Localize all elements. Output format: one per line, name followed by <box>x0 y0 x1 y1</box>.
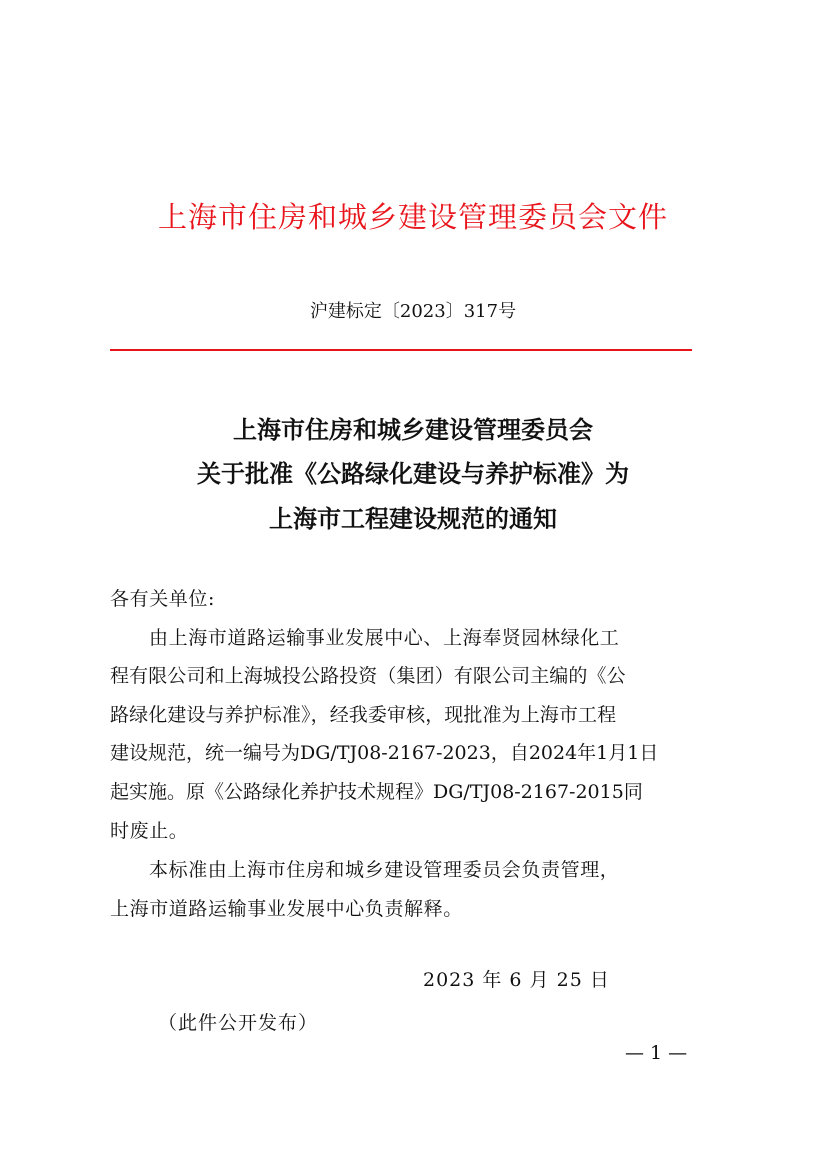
body-line: 建设规范，统一编号为DG/TJ08-2167-2023，自2024年1月1日 <box>110 742 659 764</box>
document-title-line-3: 上海市工程建设规范的通知 <box>269 504 557 533</box>
salutation: 各有关单位: <box>110 588 216 610</box>
body-line: 上海市道路运输事业发展中心负责解释。 <box>110 898 463 920</box>
body-line: 时废止。 <box>110 820 189 842</box>
body-line: 本标准由上海市住房和城乡建设管理委员会负责管理， <box>149 859 620 881</box>
page-number: — 1 — <box>625 1042 688 1064</box>
document-title-line-1: 上海市住房和城乡建设管理委员会 <box>233 415 593 444</box>
red-divider-line <box>110 349 692 351</box>
issuing-organization-header: 上海市住房和城乡建设管理委员会文件 <box>157 200 668 234</box>
issue-date: 2023 年 6 月 25 日 <box>423 969 610 991</box>
body-line: 由上海市道路运输事业发展中心、上海奉贤园林绿化工 <box>149 627 620 649</box>
body-line: 起实施。原《公路绿化养护技术规程》DG/TJ08-2167-2015同 <box>110 781 643 803</box>
body-line: 路绿化建设与养护标准》，经我委审核，现批准为上海市工程 <box>110 704 617 726</box>
publish-note: （此件公开发布） <box>158 1012 319 1034</box>
document-number: 沪建标定〔2023〕317号 <box>309 301 517 322</box>
body-line: 程有限公司和上海城投公路投资（集团）有限公司主编的《公 <box>110 665 626 687</box>
document-title-line-2: 关于批准《公路绿化建设与养护标准》为 <box>197 459 629 488</box>
